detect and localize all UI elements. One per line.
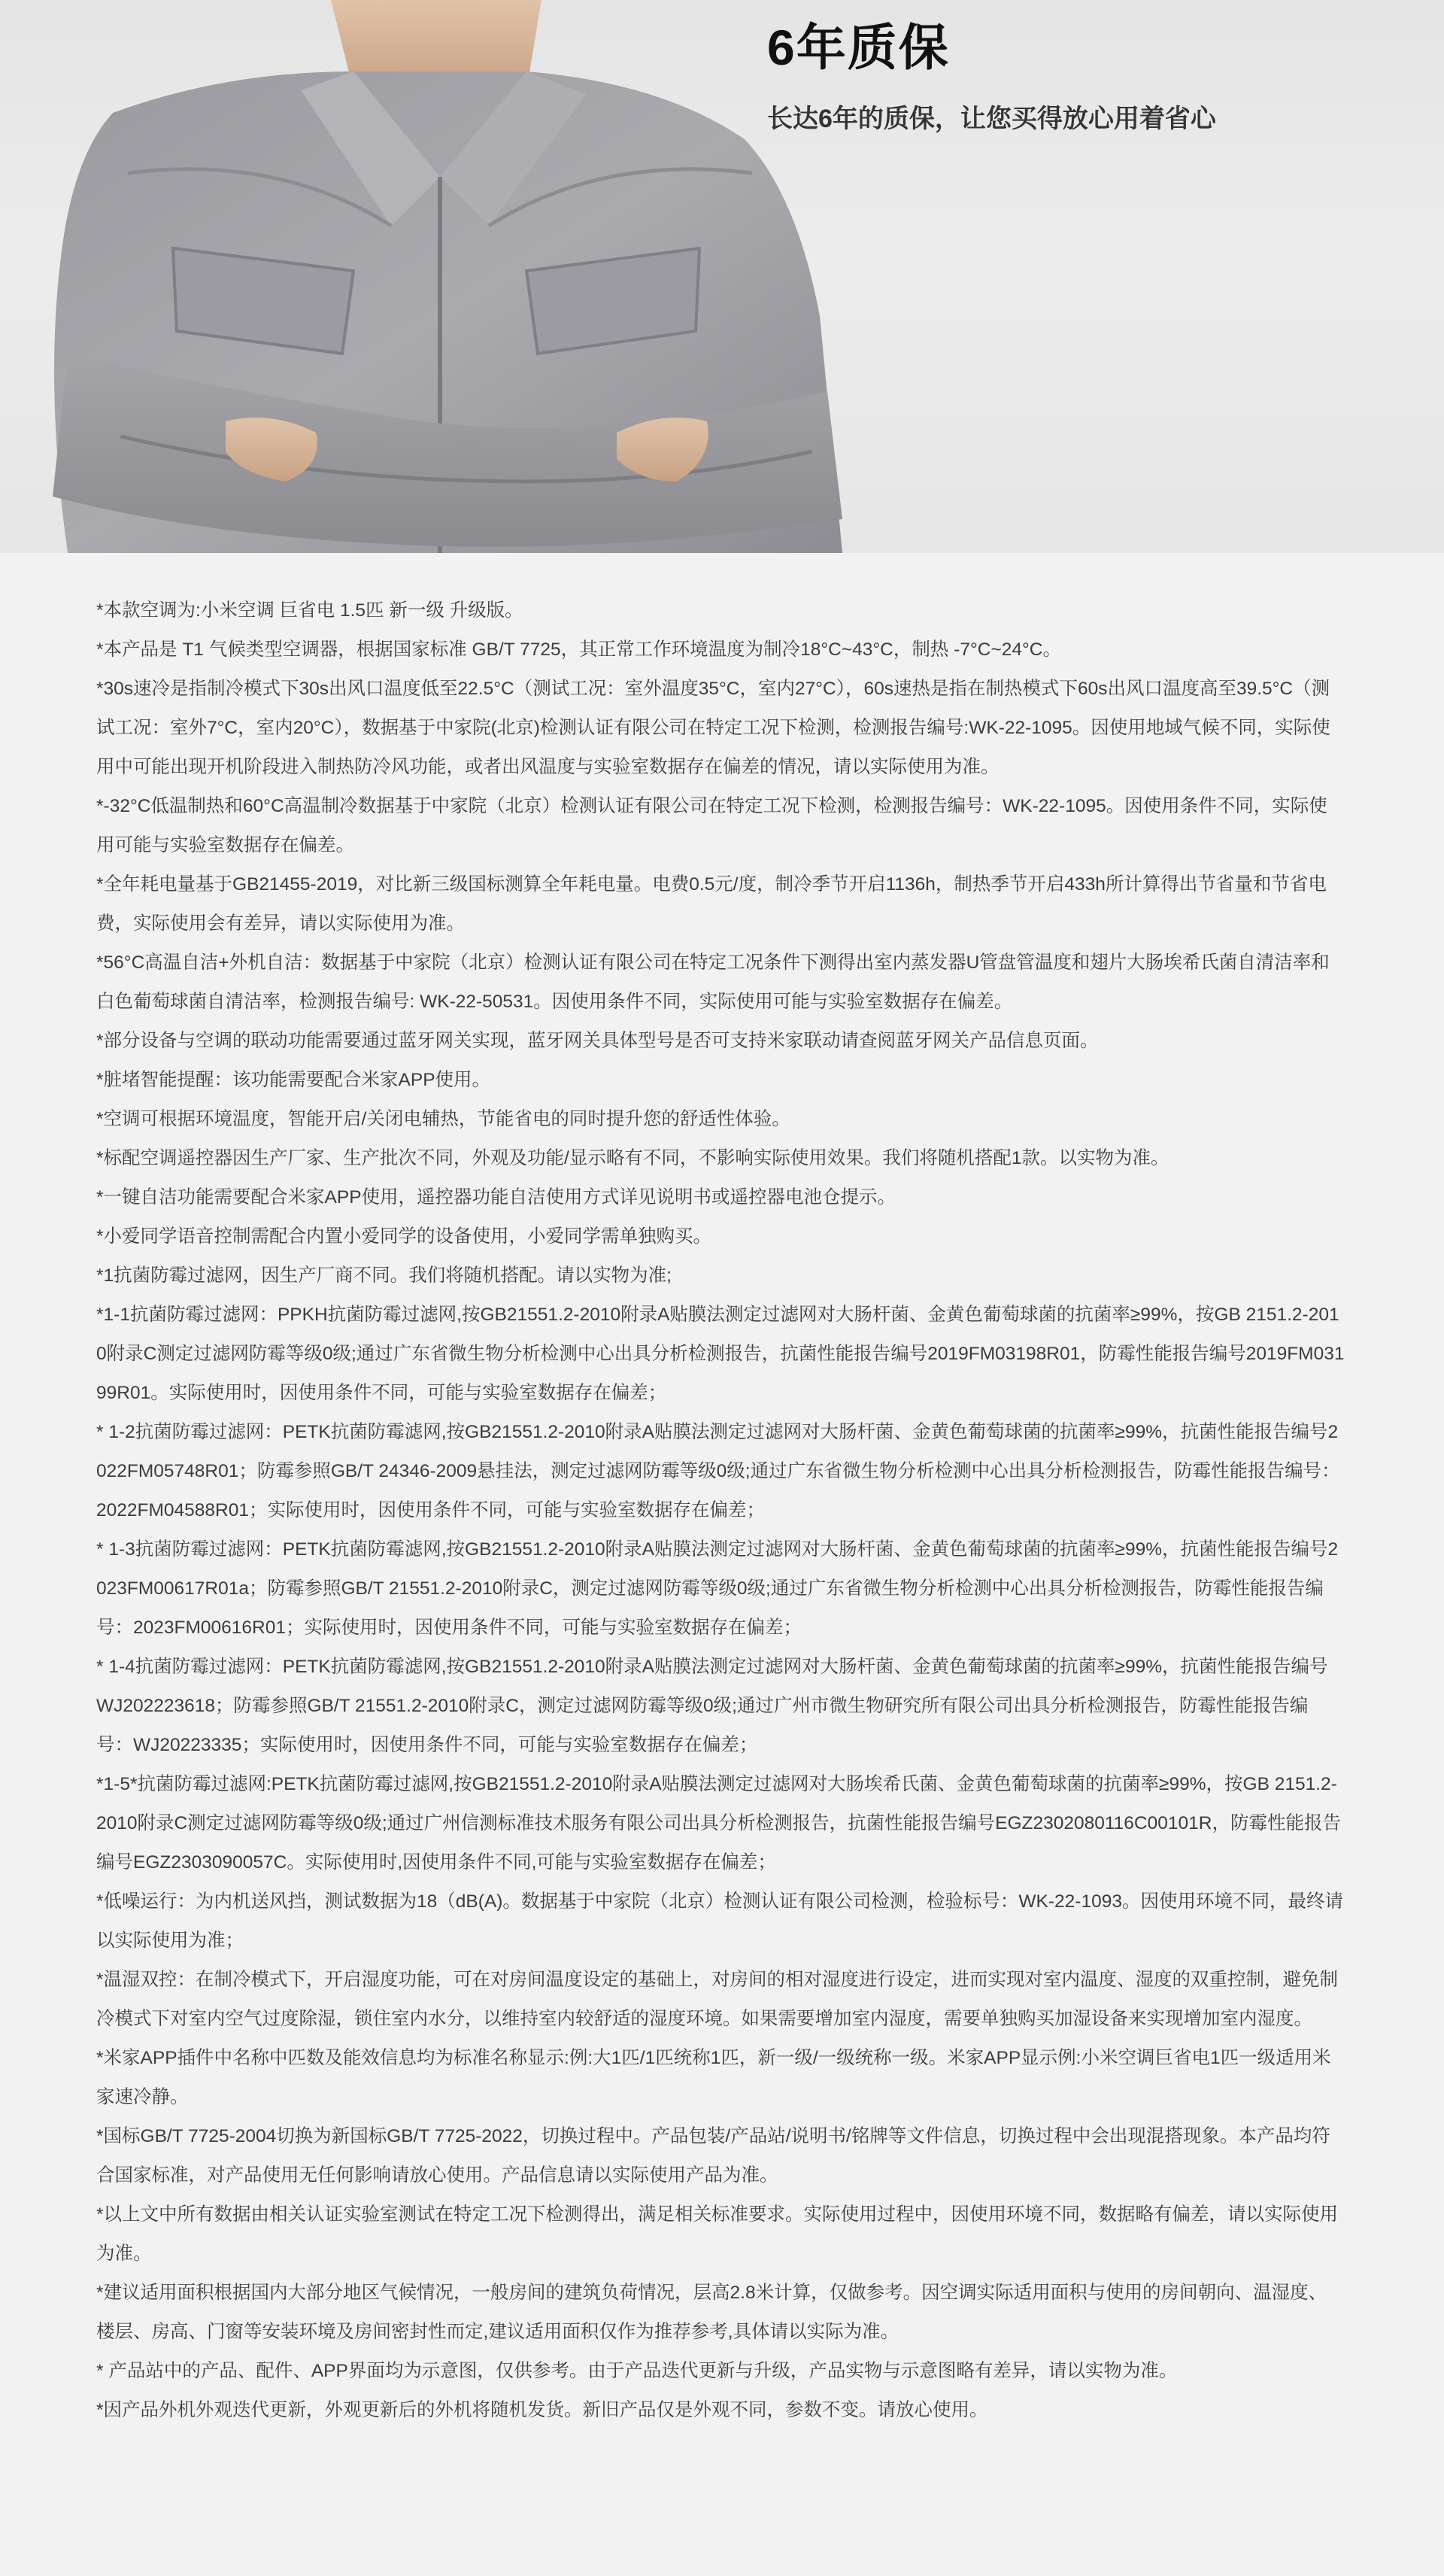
note-item: *1-5*抗菌防霉过滤网:PETK抗菌防霉过滤网,按GB21551.2-2010附录A贴膜法测定过滤网对大肠埃希氏菌、金黄色葡萄球菌的抗菌率≥99%，按GB 2151.2-2010附录C测定过滤网防霉等级0级;通过广州信测标准技术服务有限公司出具分析检测报告，抗菌性能报告编号EGZ2302080116C00101R，防霉性能报告编号EGZ2303090057C。实际使用时,因使用条件不同,可能与实验室数据存在偏差；: [96, 1774, 1341, 1873]
note-item: *低噪运行：为内机送风挡，测试数据为18（dB(A)。数据基于中家院（北京）检测认证有限公司检测，检验标号：WK-22-1093。因使用环境不同，最终请以实际使用为准；: [96, 1891, 1343, 1951]
note-item: *因产品外机外观迭代更新，外观更新后的外机将随机发货。新旧产品仅是外观不同，参数不变。请放心使用。: [96, 2400, 988, 2420]
person-in-uniform-image: [0, 0, 872, 553]
note-item: * 产品站中的产品、配件、APP界面均为示意图，仅供参考。由于产品迭代更新与升级，产品实物与示意图略有差异，请以实物为准。: [96, 2361, 1178, 2381]
note-item: *部分设备与空调的联动功能需要通过蓝牙网关实现，蓝牙网关具体型号是否可支持米家联动请查阅蓝牙网关产品信息页面。: [96, 1031, 1099, 1051]
note-item: *30s速冷是指制冷模式下30s出风口温度低至22.5°C（测试工况：室外温度35°C，室内27°C），60s速热是指在制热模式下60s出风口温度高至39.5°C（测试工况：室外7°C，室内20°C），数据基于中家院(北京)检测认证有限公司在特定工况下检测，检测报告编号:WK-22-1095。因使用地域气候不同，实际使用中可能出现开机阶段进入制热防冷风功能，或者出风温度与实验室数据存在偏差的情况，请以实际使用为准。: [96, 679, 1330, 777]
note-item: *空调可根据环境温度，智能开启/关闭电辅热，节能省电的同时提升您的舒适性体验。: [96, 1109, 790, 1129]
note-item: *-32°C低温制热和60°C高温制冷数据基于中家院（北京）检测认证有限公司在特定工况下检测，检测报告编号：WK-22-1095。因使用条件不同，实际使用可能与实验室数据存在偏差。: [96, 796, 1327, 855]
hero-subtitle: 长达6年的质保，让您买得放心用着省心: [767, 105, 1216, 133]
note-item: * 1-4抗菌防霉过滤网：PETK抗菌防霉滤网,按GB21551.2-2010附录A贴膜法测定过滤网对大肠杆菌、金黄色葡萄球菌的抗菌率≥99%，抗菌性能报告编号WJ202223618；防霉参照GB/T 21551.2-2010附录C，测定过滤网防霉等级0级;通过广州市微生物研究所有限公司出具分析检测报告，防霉性能报告编号：WJ20223335；实际使用时，因使用条件不同，可能与实验室数据存在偏差；: [96, 1657, 1328, 1755]
hero-title: 6年质保: [767, 20, 950, 75]
note-item: *以上文中所有数据由相关认证实验室测试在特定工况下检测得出，满足相关标准要求。实际使用过程中，因使用环境不同，数据略有偏差，请以实际使用为准。: [96, 2204, 1339, 2264]
note-item: *温湿双控：在制冷模式下，开启湿度功能，可在对房间温度设定的基础上，对房间的相对湿度进行设定，进而实现对室内温度、湿度的双重控制，避免制冷模式下对室内空气过度除湿，锁住室内水分，以维持室内较舒适的湿度环境。如果需要增加室内湿度，需要单独购买加湿设备来实现增加室内湿度。: [96, 1970, 1339, 2029]
note-item: *1抗菌防霉过滤网，因生产厂商不同。我们将随机搭配。请以实物为准;: [96, 1265, 672, 1286]
note-item: *国标GB/T 7725-2004切换为新国标GB/T 7725-2022，切换过程中。产品包装/产品站/说明书/铭牌等文件信息，切换过程中会出现混搭现象。本产品均符合国家标准，对产品使用无任何影响请放心使用。产品信息请以实际使用产品为准。: [96, 2126, 1330, 2186]
note-item: *建议适用面积根据国内大部分地区气候情况，一般房间的建筑负荷情况，层高2.8米计算，仅做参考。因空调实际适用面积与使用的房间朝向、温湿度、楼层、房高、门窗等安装环境及房间密封性而定,建议适用面积仅作为推荐参考,具体请以实际为准。: [96, 2283, 1327, 2342]
disclaimer-notes: [96, 591, 1345, 2430]
note-item: *1-1抗菌防霉过滤网：PPKH抗菌防霉过滤网,按GB21551.2-2010附录A贴膜法测定过滤网对大肠杆菌、金黄色葡萄球菌的抗菌率≥99%，按GB 2151.2-2010附录C测定过滤网防霉等级0级;通过广东省微生物分析检测中心出具分析检测报告，抗菌性能报告编号2019FM03198R01，防霉性能报告编号2019FM03199R01。实际使用时，因使用条件不同，可能与实验室数据存在偏差；: [96, 1305, 1345, 1403]
note-item: *全年耗电量基于GB21455-2019，对比新三级国标测算全年耗电量。电费0.5元/度，制冷季节开启1136h，制热季节开启433h所计算得出节省量和节省电费，实际使用会有差异，请以实际使用为准。: [96, 874, 1327, 934]
note-item: * 1-3抗菌防霉过滤网：PETK抗菌防霉滤网,按GB21551.2-2010附录A贴膜法测定过滤网对大肠杆菌、金黄色葡萄球菌的抗菌率≥99%，抗菌性能报告编号2023FM00617R01a；防霉参照GB/T 21551.2-2010附录C，测定过滤网防霉等级0级;通过广东省微生物分析检测中心出具分析检测报告，防霉性能报告编号：2023FM00616R01；实际使用时，因使用条件不同，可能与实验室数据存在偏差；: [96, 1539, 1339, 1638]
note-item: *本产品是 T1 气候类型空调器，根据国家标准 GB/T 7725，其正常工作环境温度为制冷18°C~43°C，制热 -7°C~24°C。: [96, 639, 1062, 660]
note-item: * 1-2抗菌防霉过滤网：PETK抗菌防霉滤网,按GB21551.2-2010附录A贴膜法测定过滤网对大肠杆菌、金黄色葡萄球菌的抗菌率≥99%，抗菌性能报告编号2022FM05748R01；防霉参照GB/T 24346-2009悬挂法，测定过滤网防霉等级0级;通过广东省微生物分析检测中心出具分析检测报告，防霉性能报告编号：2022FM04588R01；实际使用时，因使用条件不同，可能与实验室数据存在偏差；: [96, 1422, 1340, 1520]
note-item: *小爱同学语音控制需配合内置小爱同学的设备使用，小爱同学需单独购买。: [96, 1226, 712, 1247]
note-item: *标配空调遥控器因生产厂家、生产批次不同，外观及功能/显示略有不同，不影响实际使用效果。我们将随机搭配1款。以实物为准。: [96, 1148, 1169, 1168]
note-item: *脏堵智能提醒：该功能需要配合米家APP使用。: [96, 1070, 491, 1090]
note-item: *56°C高温自洁+外机自洁：数据基于中家院（北京）检测认证有限公司在特定工况条件下测得出室内蒸发器U管盘管温度和翅片大肠埃希氏菌自清洁率和白色葡萄球菌自清洁率，检测报告编号: WK-22-50531。因使用条件不同，实际使用可能与实验室数据存在偏差。: [96, 952, 1330, 1012]
note-item: *一键自洁功能需要配合米家APP使用，遥控器功能自洁使用方式详见说明书或遥控器电池仓提示。: [96, 1187, 896, 1208]
note-item: *本款空调为:小米空调 巨省电 1.5匹 新一级 升级版。: [96, 600, 523, 621]
note-item: *米家APP插件中名称中匹数及能效信息均为标准名称显示:例:大1匹/1匹统称1匹，新一级/一级统称一级。米家APP显示例:小米空调巨省电1匹一级适用米家速冷静。: [96, 2048, 1331, 2107]
hero-banner: [0, 0, 1444, 553]
